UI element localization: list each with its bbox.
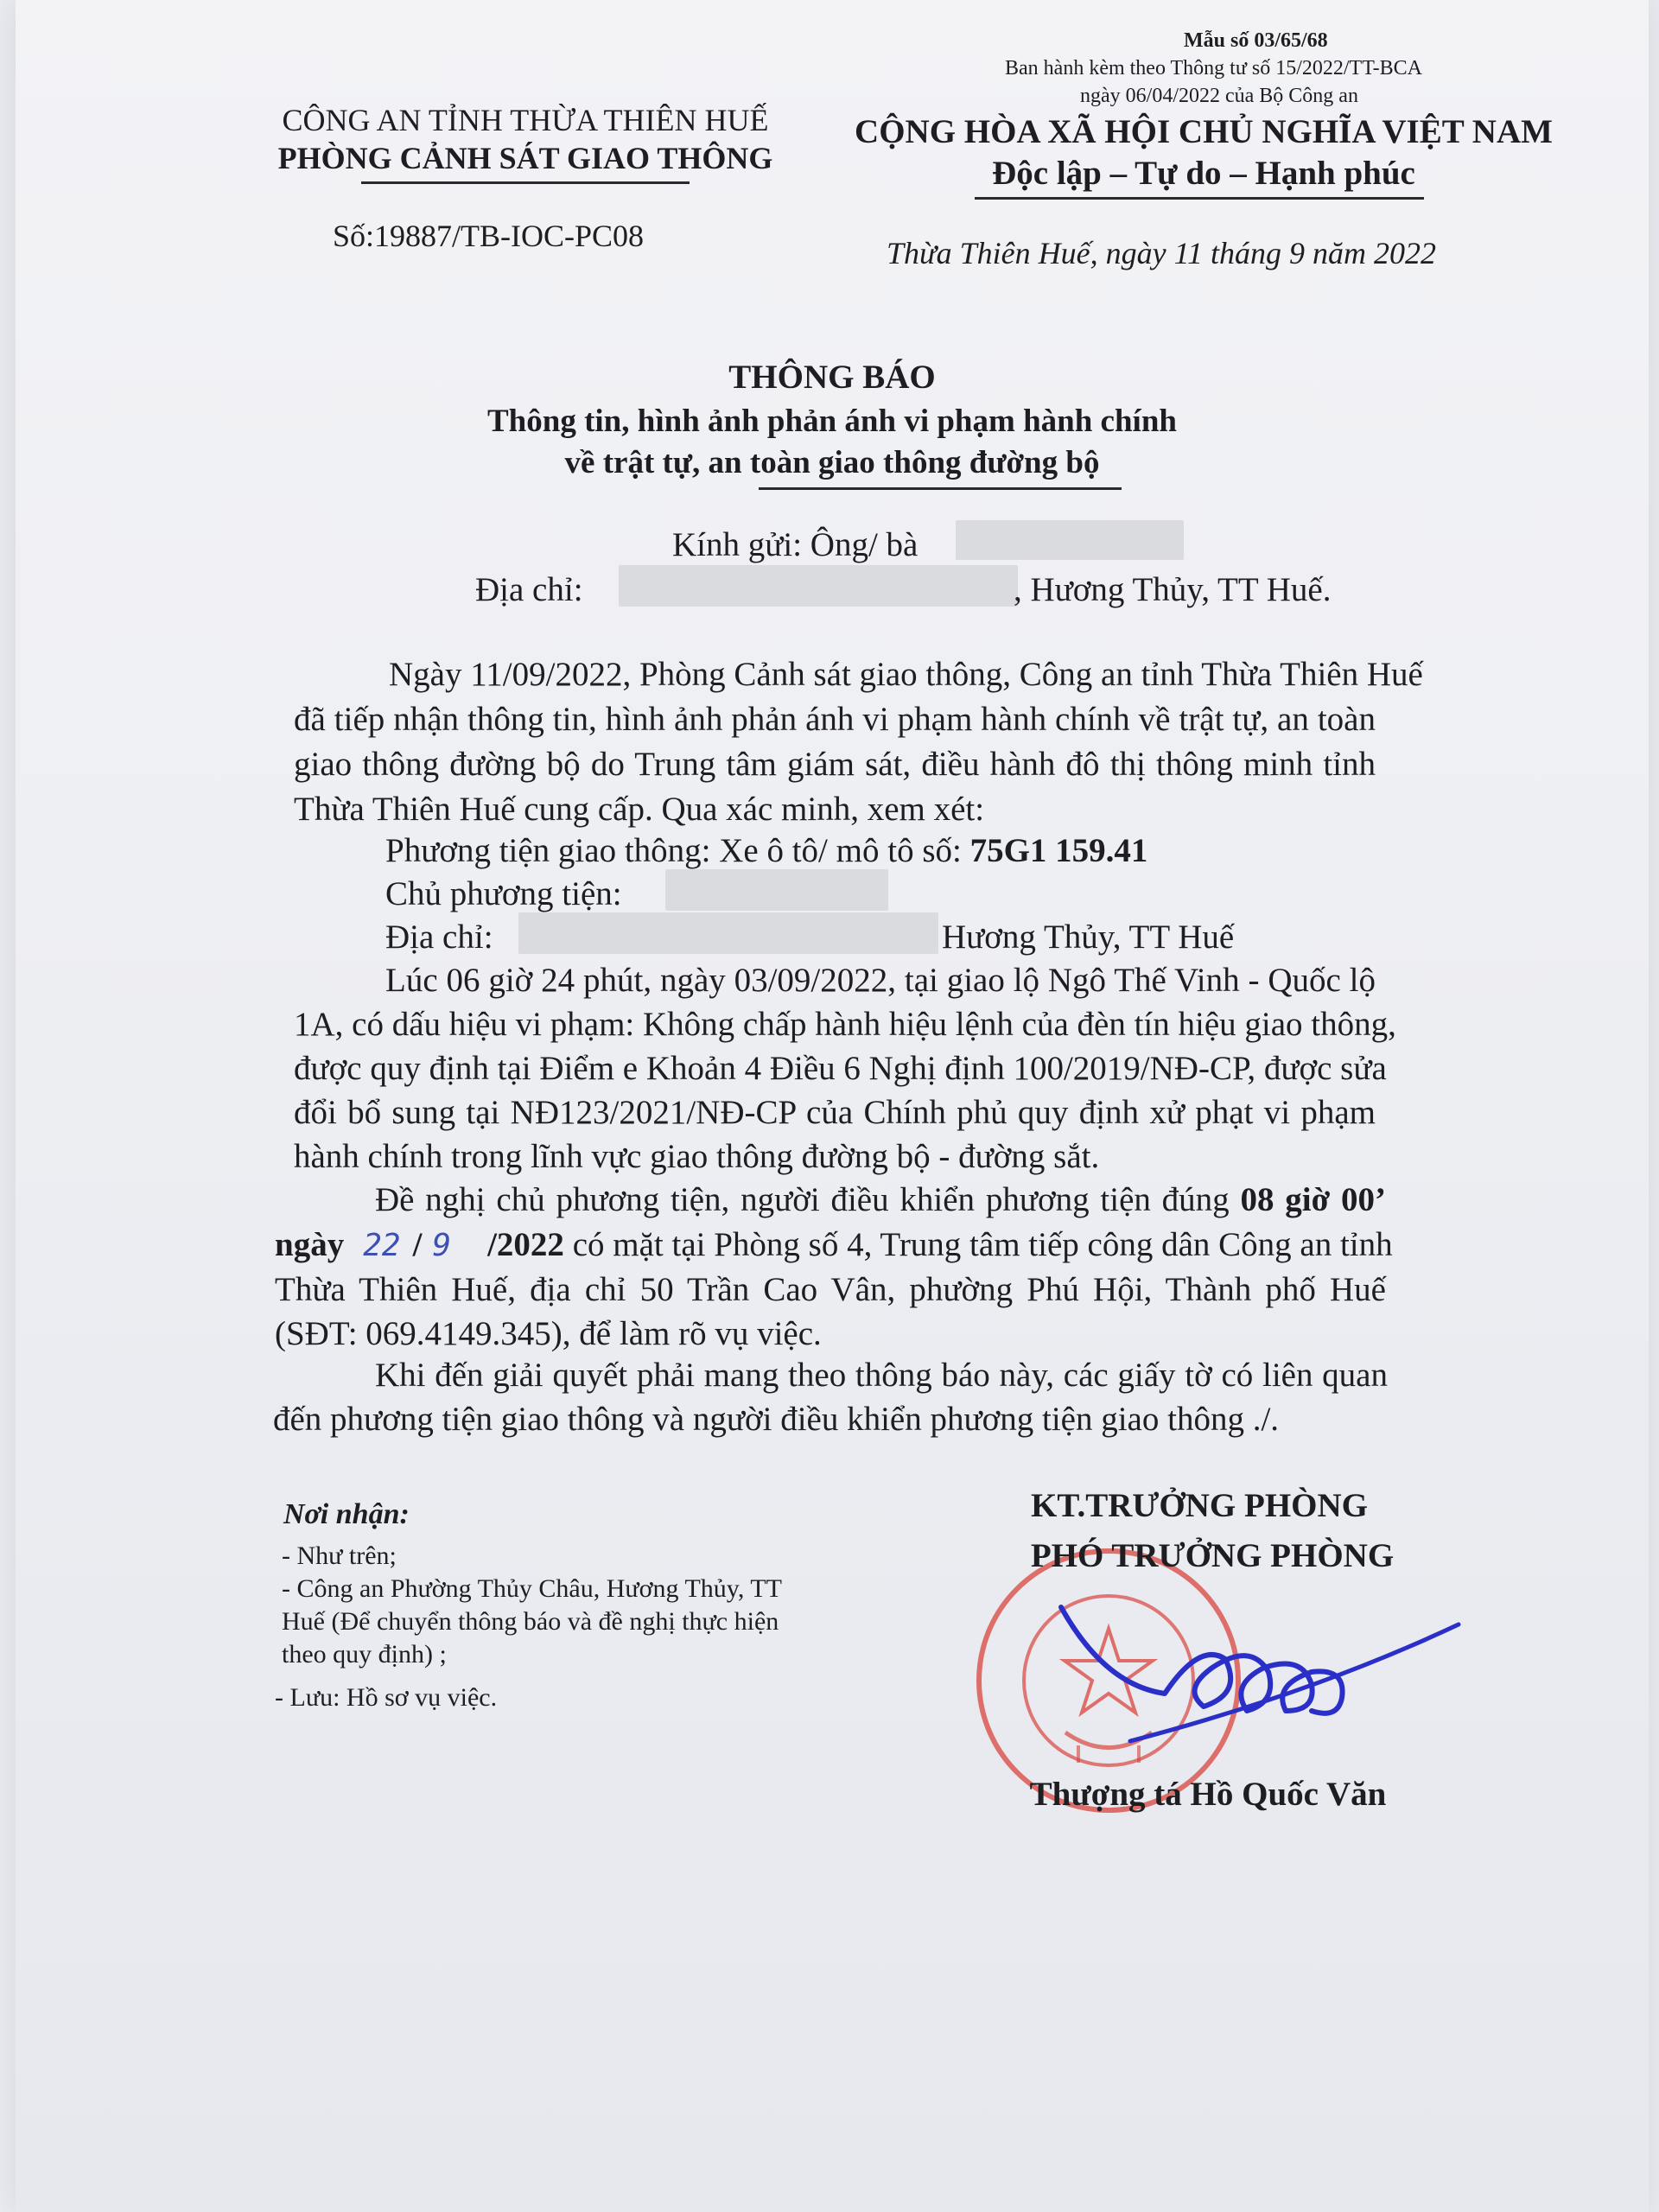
owner-label: Chủ phương tiện: xyxy=(385,875,622,912)
request-line3: Thừa Thiên Huế, địa chỉ 50 Trần Cao Vân, phường Phú Hội, Thành phố Huế xyxy=(275,1271,1386,1308)
request-line2 xyxy=(275,1225,1393,1264)
request-slash: / xyxy=(412,1226,423,1263)
document-number: Số:19887/TB-IOC-PC08 xyxy=(333,219,645,253)
request-year: /2022 xyxy=(487,1226,564,1263)
agency-parent: CÔNG AN TỈNH THỪA THIÊN HUẾ xyxy=(282,103,769,137)
signature-title-2: PHÓ TRƯỞNG PHÒNG xyxy=(1030,1537,1395,1574)
recipient-item-3: - Lưu: Hồ sơ vụ việc. xyxy=(275,1683,498,1712)
handwritten-month: 9 xyxy=(432,1228,452,1263)
document-page xyxy=(16,0,1649,2212)
owner-address-tail: Hương Thủy, TT Huế xyxy=(942,918,1235,956)
form-issued-with: Ban hành kèm theo Thông tư số 15/2022/TT-BCA xyxy=(1005,57,1422,79)
violation-line5: hành chính trong lĩnh vực giao thông đường bộ - đường sắt. xyxy=(294,1138,1100,1175)
notice-subtitle-1: Thông tin, hình ảnh phản ánh vi phạm hành chính xyxy=(487,404,1177,439)
redacted-owner-address xyxy=(518,912,938,954)
signature-title-1: KT.TRƯỞNG PHÒNG xyxy=(1031,1487,1368,1524)
body-p1-line4: Thừa Thiên Huế cung cấp. Qua xác minh, xem xét: xyxy=(294,791,985,828)
notice-subtitle-2: về trật tự, an toàn giao thông đường bộ xyxy=(564,445,1100,480)
form-issued-date: ngày 06/04/2022 của Bộ Công an xyxy=(1080,85,1358,107)
redacted-recipient-address xyxy=(619,565,1018,607)
redacted-owner-name xyxy=(665,869,888,911)
form-code: Mẫu số 03/65/68 xyxy=(1184,29,1328,52)
redacted-recipient-name xyxy=(956,520,1184,560)
vehicle-line xyxy=(385,831,1147,870)
place-date: Thừa Thiên Huế, ngày 11 tháng 9 năm 2022 xyxy=(887,236,1436,270)
request-line1 xyxy=(375,1180,1386,1219)
violation-line1: Lúc 06 giờ 24 phút, ngày 03/09/2022, tại giao lộ Ngô Thế Vinh - Quốc lộ xyxy=(385,962,1376,999)
request-time: 08 giờ 00’ xyxy=(1240,1181,1386,1218)
greeting: Kính gửi: Ông/ bà xyxy=(672,526,918,563)
notice-title: THÔNG BÁO xyxy=(728,359,936,396)
closing-line1: Khi đến giải quyết phải mang theo thông báo này, các giấy tờ có liên quan xyxy=(375,1357,1388,1394)
recipient-address-label: Địa chỉ: xyxy=(475,571,583,608)
recipient-item-2-line3: theo quy định) ; xyxy=(282,1640,447,1669)
agency-name: PHÒNG CẢNH SÁT GIAO THÔNG xyxy=(277,141,773,175)
violation-line2: 1A, có dấu hiệu vi phạm: Không chấp hành hiệu lệnh của đèn tín hiệu giao thông, xyxy=(294,1006,1396,1043)
motto-underline xyxy=(975,197,1424,200)
body-p1-line1: Ngày 11/09/2022, Phòng Cảnh sát giao thông, Công an tỉnh Thừa Thiên Huế xyxy=(389,656,1423,693)
national-motto: Độc lập – Tự do – Hạnh phúc xyxy=(992,155,1415,192)
recipient-item-2-line2: Huế (Để chuyển thông báo và đề nghị thực hiện xyxy=(282,1607,779,1636)
request-ngay: ngày xyxy=(275,1226,345,1263)
body-p1-line3: giao thông đường bộ do Trung tâm giám sát, điều hành đô thị thông minh tỉnh xyxy=(294,746,1376,783)
request-text-2: có mặt tại Phòng số 4, Trung tâm tiếp công dân Công an tỉnh xyxy=(563,1226,1393,1263)
vehicle-plate: 75G1 159.41 xyxy=(969,832,1148,869)
body-p1-line2: đã tiếp nhận thông tin, hình ảnh phản ánh vi phạm hành chính về trật tự, an toàn xyxy=(294,701,1376,738)
vehicle-label: Phương tiện giao thông: Xe ô tô/ mô tô số: xyxy=(385,832,970,869)
recipient-address-tail: , Hương Thủy, TT Huế. xyxy=(1014,571,1332,608)
title-underline xyxy=(759,487,1122,490)
violation-line3: được quy định tại Điểm e Khoản 4 Điều 6 Nghị định 100/2019/NĐ-CP, được sửa xyxy=(294,1050,1387,1087)
owner-address-label: Địa chỉ: xyxy=(385,918,493,956)
recipient-item-2-line1: - Công an Phường Thủy Châu, Hương Thủy, TT xyxy=(282,1574,782,1603)
signer-name: Thượng tá Hồ Quốc Văn xyxy=(1029,1776,1387,1813)
handwritten-signature xyxy=(1052,1590,1502,1763)
recipients-label: Nơi nhận: xyxy=(283,1498,410,1530)
recipient-item-1: - Như trên; xyxy=(282,1541,397,1570)
violation-line4: đổi bổ sung tại NĐ123/2021/NĐ-CP của Chính phủ quy định xử phạt vi phạm xyxy=(294,1094,1376,1131)
request-line4: (SĐT: 069.4149.345), để làm rõ vụ việc. xyxy=(275,1315,822,1352)
closing-line2: đến phương tiện giao thông và người điều khiển phương tiện giao thông ./. xyxy=(273,1401,1280,1438)
agency-underline xyxy=(361,181,690,184)
country-name: CỘNG HÒA XÃ HỘI CHỦ NGHĨA VIỆT NAM xyxy=(855,113,1553,150)
request-text-1: Đề nghị chủ phương tiện, người điều khiển phương tiện đúng xyxy=(375,1181,1241,1218)
handwritten-day: 22 xyxy=(363,1228,401,1263)
